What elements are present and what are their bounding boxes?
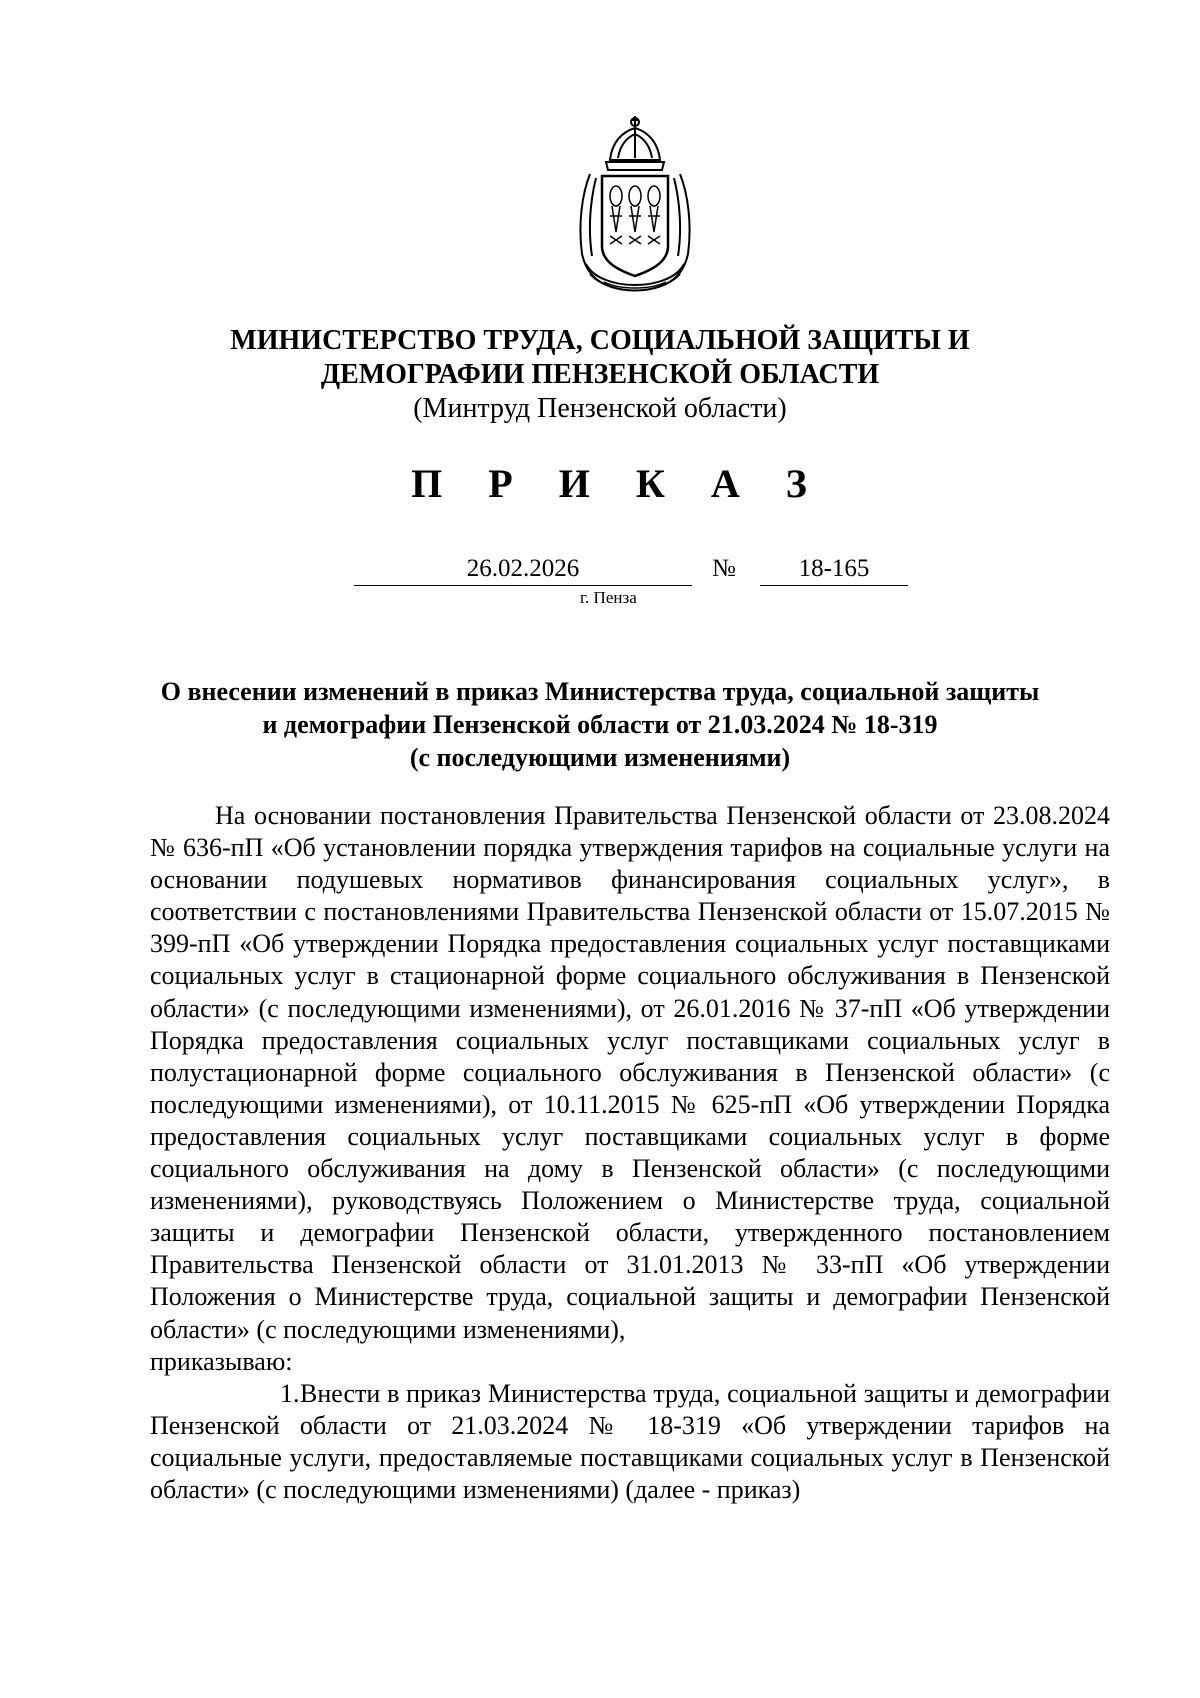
document-body xyxy=(150,800,1110,1506)
document-city: г. Пенза xyxy=(580,588,637,607)
title-line1: О внесении изменений в приказ Министерства труда, социальной защиты xyxy=(160,677,1040,706)
document-number: 18-165 xyxy=(760,553,908,586)
coat-of-arms-emblem xyxy=(560,114,710,296)
title-line2: и демографии Пензенской области от 21.03.2024 № 18-319 xyxy=(262,710,938,739)
ministry-name xyxy=(0,324,1200,392)
item-1-number: 1. xyxy=(280,1378,300,1408)
ministry-name-line1: МИНИСТЕРСТВО ТРУДА, СОЦИАЛЬНОЙ ЗАЩИТЫ И xyxy=(230,325,970,356)
ministry-short-name: (Минтруд Пензенской области) xyxy=(413,393,787,424)
number-sign: № xyxy=(712,555,736,582)
document-title xyxy=(120,675,1080,774)
item-1-text: Внести в приказ Министерства труда, социальной защиты и демографии Пензенской области от 21.03.2024 № 18-319 «Об утверждении тарифов на социальные услуги, предоставляемые поставщиками социальных услуг в Пензенской области» (с последующими изменениями) (далее - приказ) xyxy=(150,1378,1110,1504)
preamble-paragraph: На основании постановления Правительства Пензенской области от 23.08.2024 № 636-пП «Об установлении порядка утверждения тарифов на социальные услуги на основании подушевых нормативов финансирования социальных услуг», в соответствии с постановлениями Правительства Пензенской области от 15.07.2015 № 399-пП «Об утверждении Порядка предоставления социальных услуг поставщиками социальных услуг в стационарной форме социального обслуживания в Пензенской области» (с последующими изменениями), от 26.01.2016 № 37-пП «Об утверждении Порядка предоставления социальных услуг поставщиками социальных услуг в полустационарной форме социального обслуживания в Пензенской области» (с последующими изменениями), от 10.11.2015 № 625-пП «Об утверждении Порядка предоставления социальных услуг поставщиками социальных услуг в форме социального обслуживания на дому в Пензенской области» (с последующими изменениями), руководствуясь Положением о Министерстве труда, социальной защиты и демографии Пензенской области, утвержденного постановлением Правительства Пензенской области от 31.01.2013 № 33-пП «Об утверждении Положения о Министерстве труда, социальной защиты и демографии Пензенской области» (с последующими изменениями), xyxy=(150,801,1110,1344)
ministry-name-line2: ДЕМОГРАФИИ ПЕНЗЕНСКОЙ ОБЛАСТИ xyxy=(320,359,880,390)
document-type: П Р И К А З xyxy=(411,461,825,506)
item-1 xyxy=(150,1378,1110,1506)
document-date: 26.02.2026 xyxy=(354,553,692,586)
coat-of-arms-icon xyxy=(560,114,710,296)
title-line3: (с последующими изменениями) xyxy=(409,743,791,772)
order-word: приказываю: xyxy=(150,1346,293,1376)
